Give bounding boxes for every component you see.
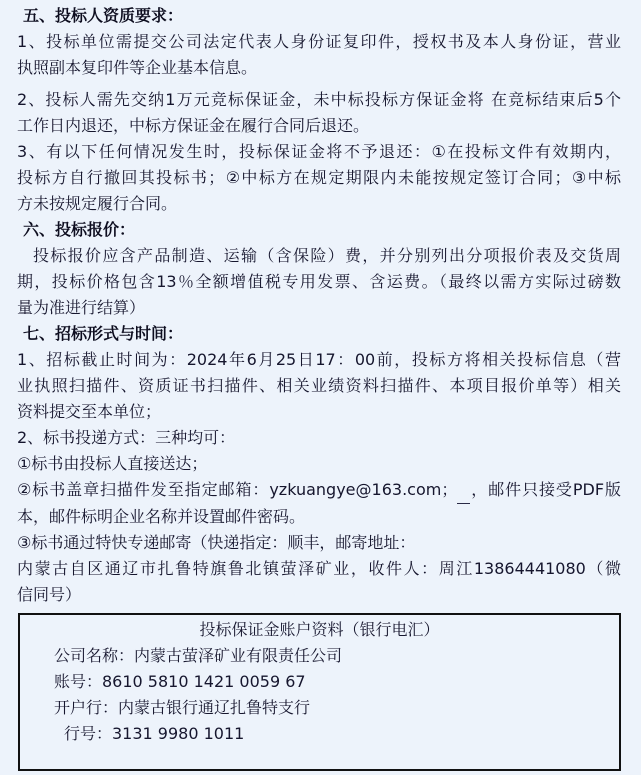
section5-item2-line2: 工作日内退还，中标方保证金在履行合同后退还。 [17, 116, 370, 135]
section7-item1-line2: 业执照扫描件、资质证书扫描件、相关业绩资料扫描件、本项目报价单等）相关 [17, 376, 621, 395]
deposit-account-number: 账号：8610 5810 1421 0059 67 [54, 672, 306, 691]
deposit-bank-code: 行号：3131 9980 1011 [64, 724, 245, 743]
section5-item3-line1: 3、有以下任何情况发生时，投标保证金将不予退还：①在投标文件有效期内， [17, 142, 621, 161]
email-line-tail: ，邮件只接受PDF版 [470, 480, 621, 499]
section5-item2-line1: 2、投标人需先交纳1万元竞标保证金，未中标投标方保证金将 在竞标结束后5个 [17, 90, 621, 109]
delivery-method-2-email-line [17, 477, 621, 504]
section-7-heading: 七、招标形式与时间： [23, 324, 184, 343]
deposit-bank-name: 开户行：内蒙古银行通辽扎鲁特支行 [54, 698, 311, 717]
section-5-heading: 五、投标人资质要求： [23, 6, 184, 25]
section7-item2: 2、标书投递方式：三种均可： [17, 428, 236, 447]
section6-body-line3: 量为准进行结算） [17, 298, 146, 317]
section5-item1-line1: 1、投标单位需提交公司法定代表人身份证复印件，授权书及本人身份证，营业 [17, 32, 621, 51]
section7-item1-line3: 资料提交至本单位； [17, 402, 162, 421]
section6-body-line1: 投标报价应含产品制造、运输（含保险）费，并分别列出分项报价表及交货周 [33, 246, 621, 265]
delivery-method-3-line2: 内蒙古自区通辽市扎鲁特旗鲁北镇萤泽矿业，收件人：周江13864441080（微 [17, 559, 621, 578]
delivery-method-3-line1: ③标书通过特快专递邮寄（快递指定：顺丰，邮寄地址： [17, 533, 416, 552]
email-line-separator: ； [441, 480, 458, 499]
section-6-heading: 六、投标报价： [23, 220, 136, 239]
section5-item3-line2: 投标方自行撤回其投标书；②中标方在规定期限内未能按规定签订合同；③中标 [17, 168, 621, 187]
deposit-account-box [18, 613, 621, 771]
email-address: yzkuangye@163.com [269, 480, 442, 499]
deposit-company-name: 公司名称：内蒙古萤泽矿业有限责任公司 [54, 646, 343, 665]
delivery-method-3-line3: 信同号） [17, 585, 82, 604]
section5-item1-line2: 执照副本复印件等企业基本信息。 [17, 58, 258, 77]
delivery-method-2-line2: 本，邮件标明企业名称并设置邮件密码。 [17, 507, 306, 526]
section6-body-line2: 期，投标价格包含13％全额增值税专用发票、含运费。（最终以需方实际过磅数 [17, 272, 621, 291]
delivery-method-1: ①标书由投标人直接送达； [17, 454, 208, 473]
deposit-box-title: 投标保证金账户资料（银行电汇） [199, 620, 440, 639]
section5-item3-line3: 方未按规定履行合同。 [17, 194, 178, 213]
section7-item1-line1: 1、招标截止时间为：2024年6月25日17：00前，投标方将相关投标信息（营 [17, 350, 621, 369]
email-line-prefix: ②标书盖章扫描件发至指定邮箱： [17, 480, 270, 499]
underline-blank [457, 477, 470, 504]
